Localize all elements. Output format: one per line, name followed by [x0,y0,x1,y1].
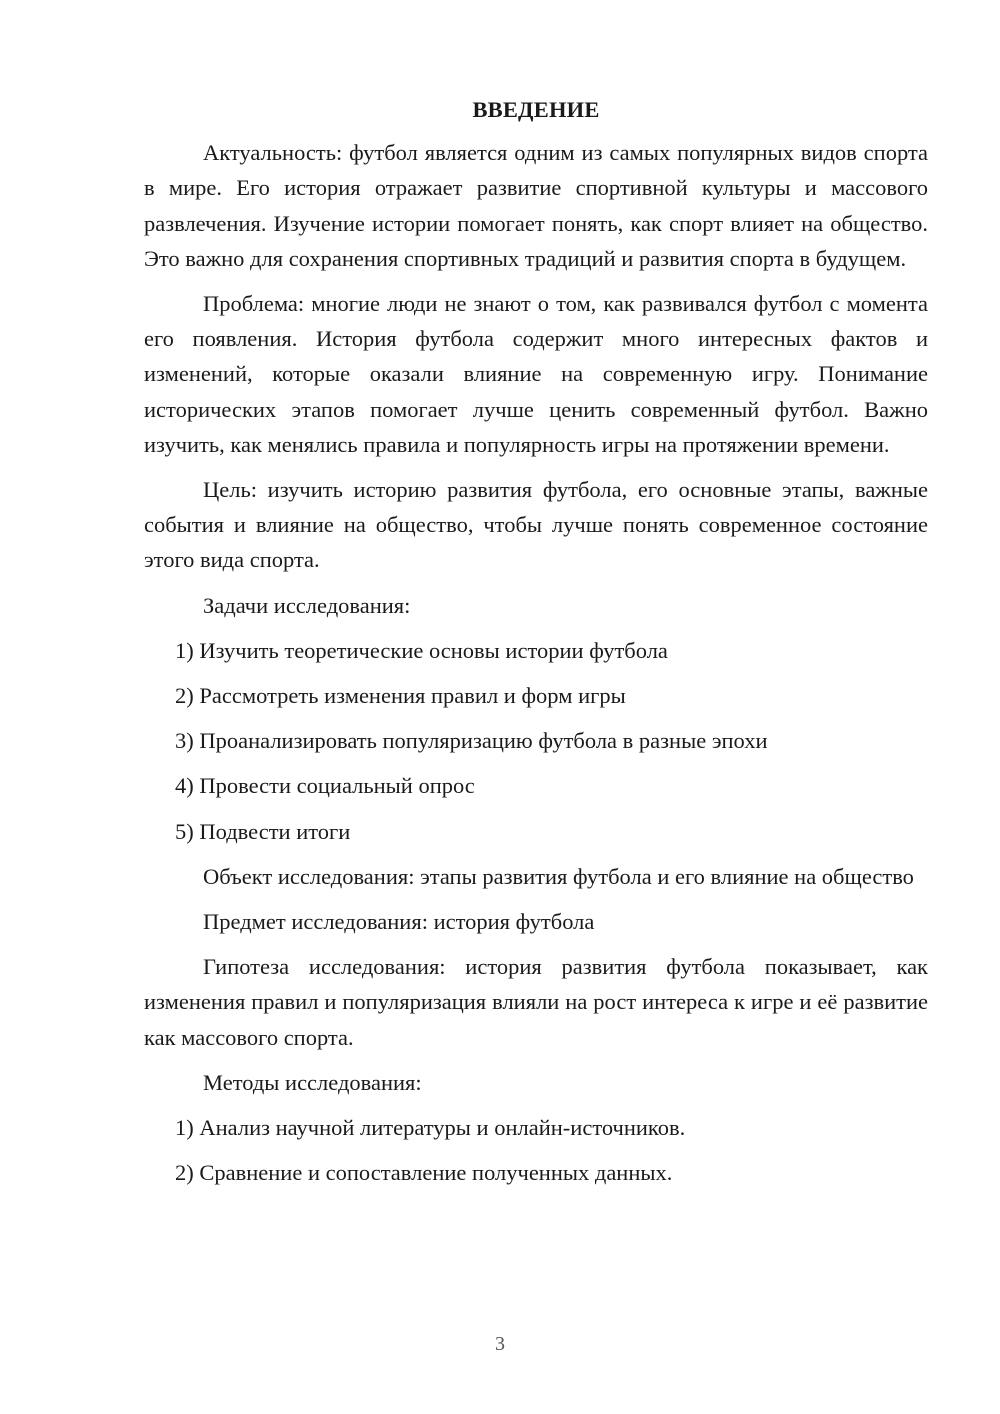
page-number: 3 [495,1333,505,1355]
document-page [144,92,928,1200]
subject-paragraph: Предмет исследования: история футбола [203,909,595,935]
tasks-list [144,633,928,849]
goal-paragraph: Цель: изучить историю развития футбола, его основные этапы, важные события и влияние на общество, чтобы лучше понять современное состояние этого вида спорта. [144,477,928,573]
list-item: 5) Подвести итоги [175,818,351,844]
list-item: 3) Проанализировать популяризацию футбола в разные эпохи [175,728,768,754]
list-item: 1) Изучить теоретические основы истории футбола [175,637,668,663]
list-item: 4) Провести социальный опрос [175,773,475,799]
methods-list [144,1110,928,1190]
hypothesis-paragraph: Гипотеза исследования: история развития футбола показывает, как изменения правил и популяризация влияли на рост интереса к игре и её развитие как массового спорта. [144,954,928,1050]
list-item: 2) Сравнение и сопоставление полученных данных. [175,1160,673,1186]
relevance-paragraph: Актуальность: футбол является одним из самых популярных видов спорта в мире. Его история отражает развитие спортивной культуры и массового развлечения. Изучение истории помогает понять, как спорт влияет на общество. Это важно для сохранения спортивных традиций и развития спорта в будущем. [144,140,928,271]
problem-paragraph: Проблема: многие люди не знают о том, как развивался футбол с момента его появления. История футбола содержит много интересных фактов и изменений, которые оказали влияние на современную игру. Понимание исторических этапов помогает лучше ценить современный футбол. Важно изучить, как менялись правила и популярность игры на протяжении времени. [144,291,928,457]
page-title: ВВЕДЕНИЕ [472,97,600,122]
list-item: 2) Рассмотреть изменения правил и форм игры [175,683,626,709]
tasks-heading: Задачи исследования: [203,592,411,618]
methods-heading: Методы исследования: [203,1069,422,1095]
list-item: 1) Анализ научной литературы и онлайн-источников. [175,1115,686,1141]
object-paragraph: Объект исследования: этапы развития футбола и его влияние на общество [203,863,914,889]
